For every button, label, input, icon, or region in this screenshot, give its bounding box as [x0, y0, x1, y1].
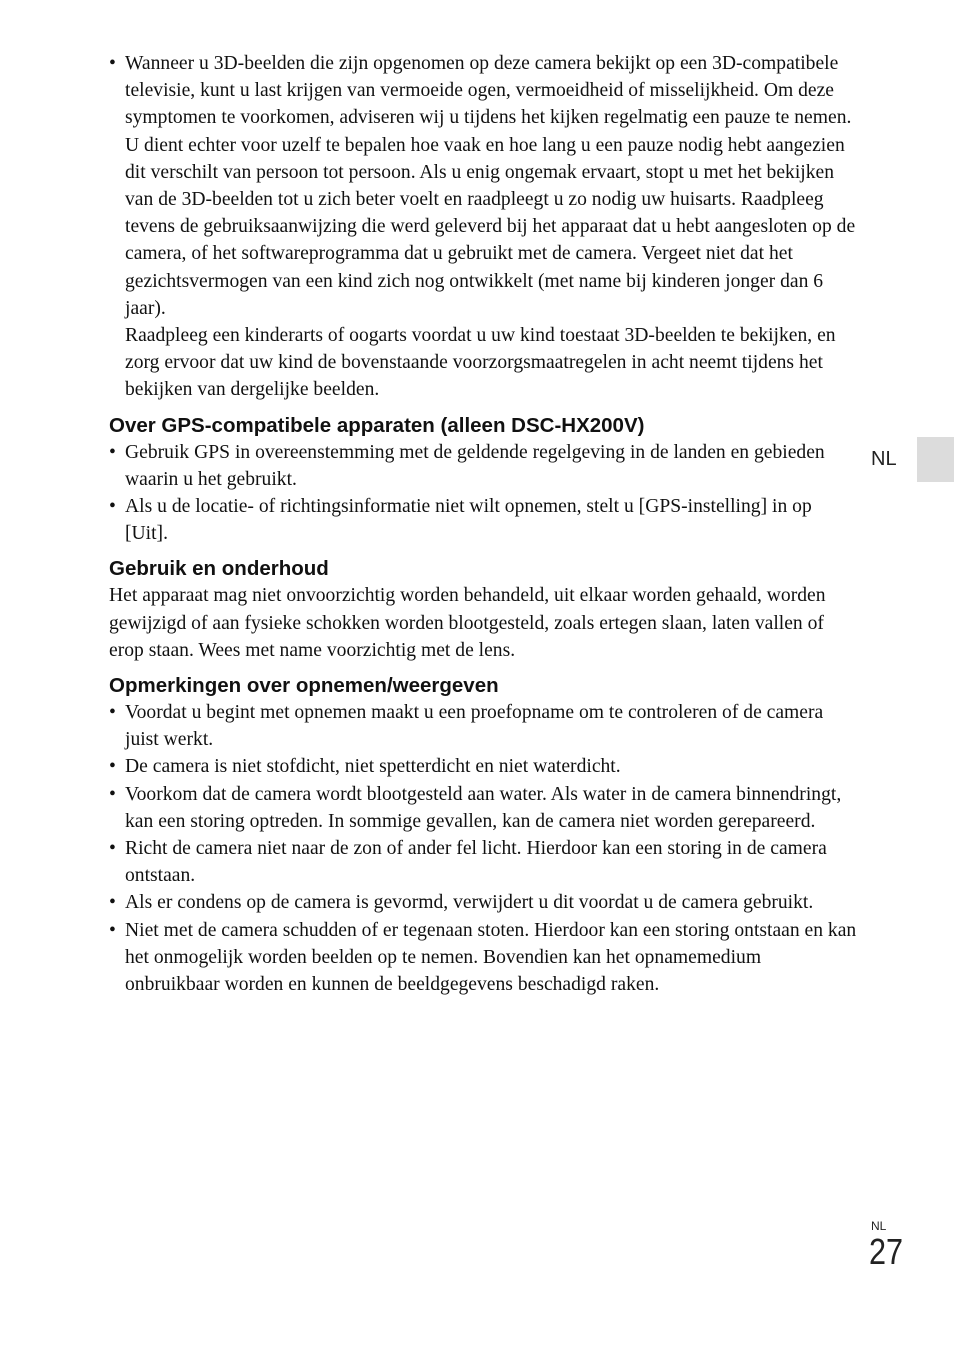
language-side-tab [917, 437, 954, 482]
section-heading-gps: Over GPS-compatibele apparaten (alleen DSC-HX200V) [109, 413, 645, 437]
page-content [109, 50, 859, 998]
list-item [109, 50, 859, 404]
recording-list [109, 699, 859, 998]
bullet-paragraph: Raadpleeg een kinderarts of oogarts voordat u uw kind toestaat 3D-beelden te bekijken, en zorg ervoor dat uw kind de bovenstaande voorzorgsmaatregelen in acht neemt tijdens het bekijken van dergelijke beelden. [125, 325, 836, 401]
list-item: • Voordat u begint met opnemen maakt u een proefopname om te controleren of de camera juist werkt. [109, 699, 859, 753]
page-number: 27 [869, 1231, 904, 1272]
footer-language-label: NL [871, 1219, 887, 1233]
list-item: • De camera is niet stofdicht, niet spetterdicht en niet waterdicht. [109, 753, 859, 780]
section-heading-use: Gebruik en onderhoud [109, 557, 329, 581]
list-item: • Als u de locatie- of richtingsinformatie niet wilt opnemen, stelt u [GPS-instelling] in op [Uit]. [109, 493, 859, 547]
intro-list [109, 50, 859, 404]
gps-list [109, 439, 859, 548]
language-label: NL [871, 448, 897, 470]
list-item: • Als er condens op de camera is gevormd, verwijdert u dit voordat u de camera gebruikt. [109, 889, 859, 916]
list-item: • Richt de camera niet naar de zon of ander fel licht. Hierdoor kan een storing in de camera ontstaan. [109, 835, 859, 889]
section-heading-recording: Opmerkingen over opnemen/weergeven [109, 674, 499, 698]
bullet-paragraph: • Wanneer u 3D-beelden die zijn opgenomen op deze camera bekijkt op een 3D-compatibele televisie, kunt u last krijgen van vermoeide ogen, vermoeidheid of misselijkheid. Om deze symptomen te voorkomen, adviseren wij u tijdens het kijken regelmatig een pauze te nemen. U dient echter voor uzelf te bepalen hoe vaak en hoe lang u een pauze nodig hebt aangezien dit verschilt van persoon tot persoon. Als u enig ongemak ervaart, stopt u met het bekijken van de 3D-beelden tot u zich beter voelt en raadpleegt u zo nodig uw huisarts. Raadpleeg tevens de gebruiksaanwijzing die werd geleverd bij het apparaat dat u hebt aangesloten op de camera, of het softwareprogramma dat u gebruikt met de camera. Vergeet niet dat het gezichtsvermogen van een kind zich nog ontwikkelt (met name bij kinderen jonger dan 6 jaar). [125, 53, 856, 319]
section-body-use: Het apparaat mag niet onvoorzichtig worden behandeld, uit elkaar worden gehaald, worden gewijzigd of aan fysieke schokken worden blootgesteld, zoals ertegen slaan, laten vallen of erop staan. Wees met name voorzichtig met de lens. [109, 585, 826, 661]
list-item: • Niet met de camera schudden of er tegenaan stoten. Hierdoor kan een storing ontstaan en kan het onmogelijk worden beelden op te nemen. Bovendien kan het opnamemedium onbruikbaar worden en kunnen de beeldgegevens beschadigd raken. [109, 917, 859, 999]
list-item: • Gebruik GPS in overeenstemming met de geldende regelgeving in de landen en gebieden waarin u het gebruikt. [109, 439, 859, 493]
list-item: • Voorkom dat de camera wordt blootgesteld aan water. Als water in de camera binnendringt, kan een storing optreden. In sommige gevallen, kan de camera niet worden gerepareerd. [109, 781, 859, 835]
